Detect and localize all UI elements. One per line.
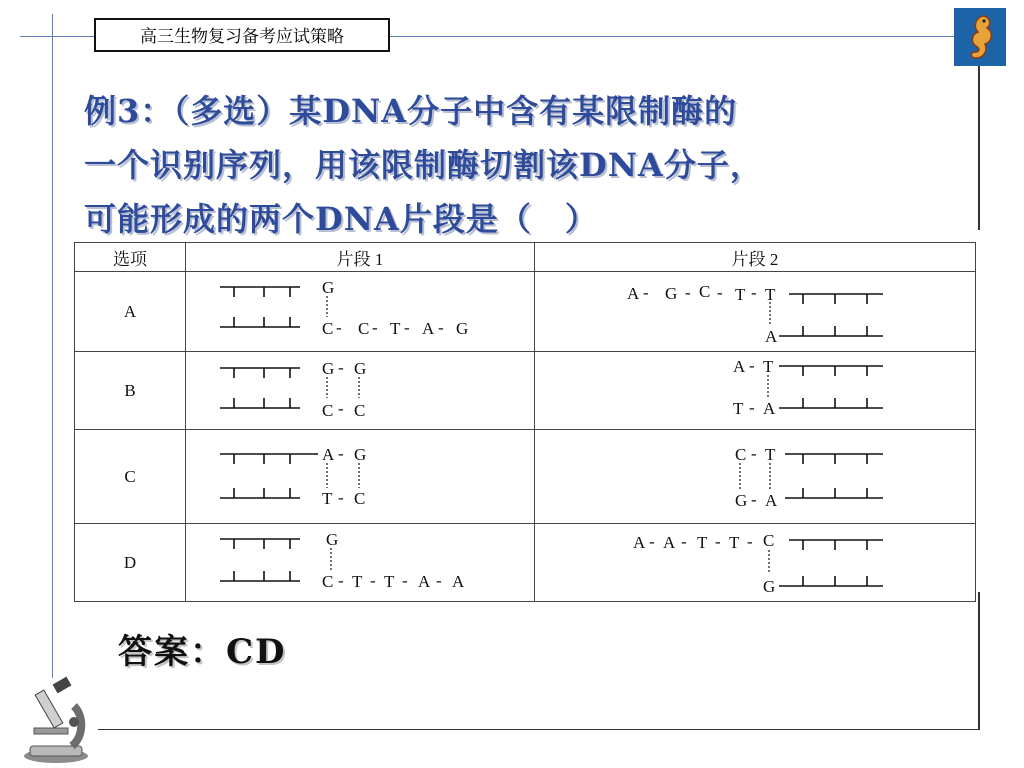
- dna-fragment-diagram: [535, 524, 975, 596]
- fragment-1-cell: [186, 272, 535, 352]
- base-bottom: T: [352, 572, 363, 591]
- svg-text:-: -: [747, 532, 753, 551]
- base-bottom: G: [763, 577, 776, 596]
- base-top: G: [322, 278, 335, 297]
- base-top: A: [633, 533, 646, 552]
- svg-text:-: -: [681, 532, 687, 551]
- header-fragment-2: 片段 2: [535, 243, 976, 272]
- dna-fragment-diagram: [535, 430, 975, 518]
- question-line-3: 可能形成的两个DNA片段是（ ）: [84, 200, 598, 238]
- svg-text:-: -: [685, 283, 691, 302]
- svg-text:-: -: [336, 318, 342, 337]
- base-top: C: [763, 531, 775, 550]
- base-top: T: [697, 533, 708, 552]
- svg-text:-: -: [436, 571, 442, 590]
- base-top: A: [627, 284, 640, 303]
- seahorse-logo-icon: [954, 8, 1006, 66]
- base-top: T: [729, 533, 740, 552]
- svg-text:-: -: [438, 318, 444, 337]
- table-header-row: [75, 243, 976, 272]
- base-top: G: [665, 284, 678, 303]
- base-bottom: G: [735, 491, 748, 510]
- svg-text:-: -: [643, 283, 649, 302]
- question-line-2: 一个识别序列，用该限制酶切割该DNA分子，: [84, 146, 763, 184]
- option-label: A: [75, 272, 186, 352]
- option-label: C: [75, 430, 186, 524]
- base-bottom: A: [422, 319, 435, 338]
- base-top: G: [322, 359, 335, 378]
- slide-header: 高三生物复习备考应试策略: [94, 18, 390, 52]
- svg-text:-: -: [338, 444, 344, 463]
- fragment-2-cell: [535, 272, 976, 352]
- fragment-2-cell: [535, 352, 976, 430]
- dna-fragment-diagram: [186, 352, 532, 424]
- svg-text:-: -: [370, 571, 376, 590]
- dna-fragment-diagram: [186, 524, 532, 596]
- dna-fragment-diagram: [535, 272, 975, 346]
- svg-text:-: -: [338, 571, 344, 590]
- svg-text:-: -: [402, 571, 408, 590]
- frame-left-line: [52, 14, 53, 678]
- base-top: T: [765, 445, 776, 464]
- header-fragment-1: 片段 1: [186, 243, 535, 272]
- frame-bottom-line: [98, 729, 980, 730]
- fragment-1-cell: [186, 430, 535, 524]
- option-label: B: [75, 352, 186, 430]
- base-top: C: [735, 445, 747, 464]
- fragment-1-cell: [186, 352, 535, 430]
- svg-text:-: -: [715, 532, 721, 551]
- base-bottom: C: [322, 572, 334, 591]
- svg-text:-: -: [751, 283, 757, 302]
- fragment-1-cell: [186, 524, 535, 602]
- base-bottom: C: [354, 489, 366, 508]
- header-option: 选项: [75, 243, 186, 272]
- svg-text:-: -: [751, 490, 757, 509]
- svg-text:-: -: [338, 488, 344, 507]
- svg-text:-: -: [751, 444, 757, 463]
- base-bottom: C: [354, 401, 366, 420]
- base-bottom: T: [322, 489, 333, 508]
- base-top: T: [763, 357, 774, 376]
- base-top: G: [354, 445, 367, 464]
- base-bottom: T: [733, 399, 744, 418]
- base-bottom: T: [390, 319, 401, 338]
- svg-text:-: -: [717, 283, 723, 302]
- base-bottom: C: [322, 401, 334, 420]
- base-bottom: C: [322, 319, 334, 338]
- base-bottom: A: [418, 572, 431, 591]
- fragment-2-cell: [535, 430, 976, 524]
- svg-text:-: -: [338, 358, 344, 377]
- fragment-2-cell: [535, 524, 976, 602]
- base-bottom: A: [765, 327, 778, 346]
- base-top: A: [663, 533, 676, 552]
- base-bottom: C: [358, 319, 370, 338]
- dna-fragment-diagram: [186, 430, 532, 518]
- frame-right-line-bottom: [978, 592, 980, 730]
- svg-text:-: -: [338, 399, 344, 418]
- answer-text: 答案：CD: [118, 632, 287, 672]
- base-top: G: [354, 359, 367, 378]
- question-line-1: 例3：（多选）某DNA分子中含有某限制酶的: [84, 92, 738, 130]
- base-bottom: T: [384, 572, 395, 591]
- dna-fragment-diagram: [535, 352, 975, 424]
- base-bottom: A: [452, 572, 465, 591]
- base-bottom: G: [456, 319, 469, 338]
- table-row: [75, 524, 976, 602]
- base-top: A: [733, 357, 746, 376]
- base-top: A: [322, 445, 335, 464]
- options-table: [74, 242, 976, 602]
- microscope-icon: [14, 676, 98, 764]
- base-top: C: [699, 282, 711, 301]
- base-top: T: [735, 285, 746, 304]
- base-top: G: [326, 530, 339, 549]
- base-top: T: [765, 285, 776, 304]
- svg-text:-: -: [372, 318, 378, 337]
- table-row: [75, 272, 976, 352]
- table-row: [75, 352, 976, 430]
- question-text: [84, 84, 914, 246]
- dna-fragment-diagram: [186, 272, 532, 346]
- svg-text:-: -: [749, 398, 755, 417]
- svg-text:-: -: [649, 532, 655, 551]
- base-bottom: A: [763, 399, 776, 418]
- svg-text:-: -: [404, 318, 410, 337]
- option-label: D: [75, 524, 186, 602]
- table-row: [75, 430, 976, 524]
- svg-text:-: -: [749, 356, 755, 375]
- base-bottom: A: [765, 491, 778, 510]
